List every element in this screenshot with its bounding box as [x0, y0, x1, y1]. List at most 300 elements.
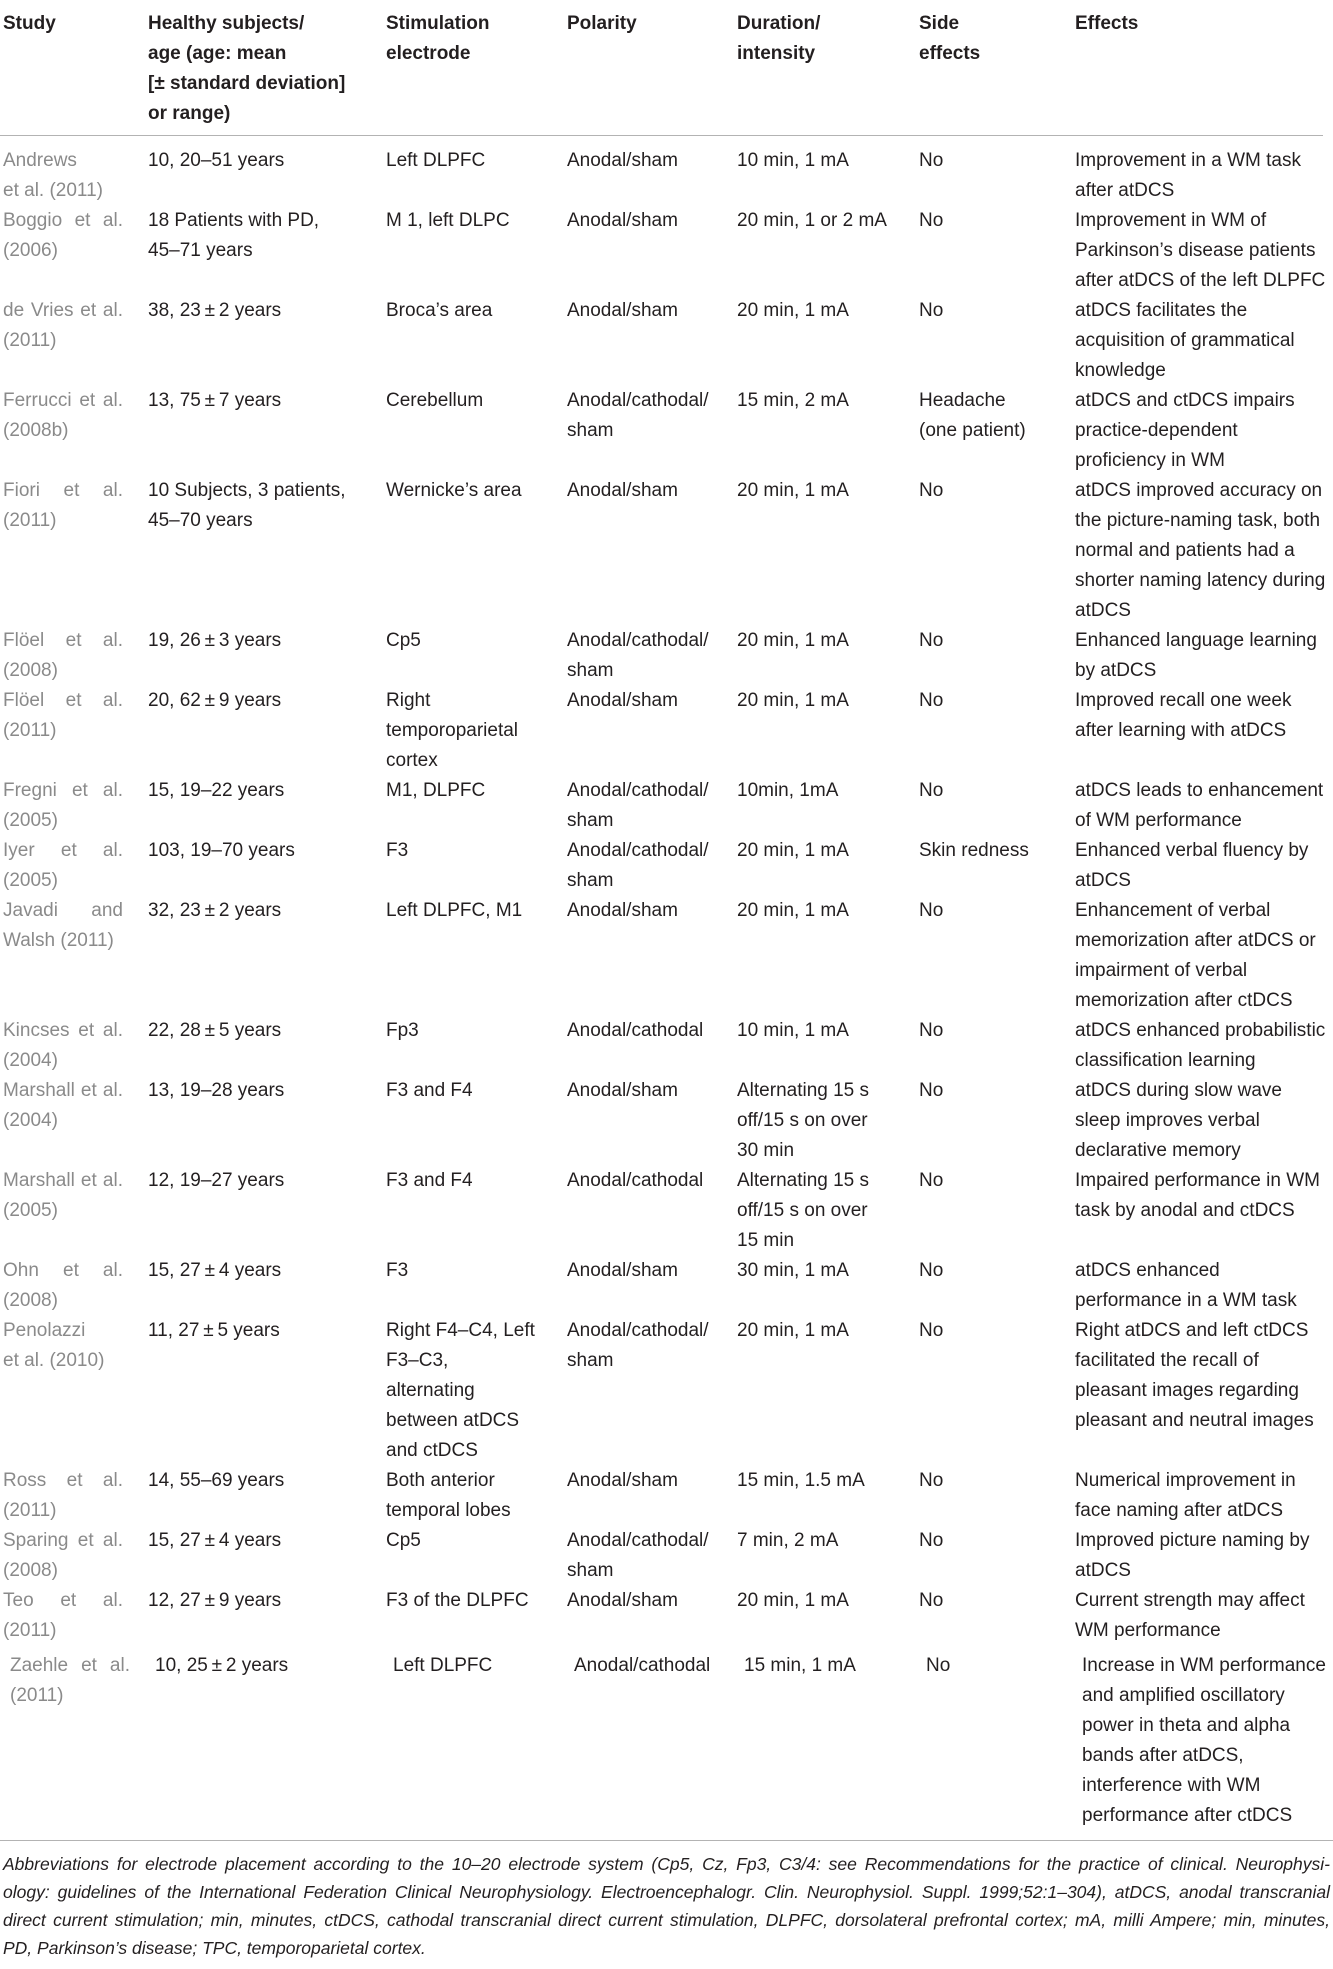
- cell-study: [3, 1466, 148, 1526]
- cell-line: 15, 27 ± 4 years: [148, 1530, 282, 1551]
- cell-line: No: [919, 1080, 944, 1101]
- cell-line: 10 Subjects, 3 patients,: [148, 480, 346, 501]
- cell-duration: [737, 476, 919, 506]
- cell-line: (2011): [3, 1620, 57, 1641]
- cell-line: No: [919, 1320, 944, 1341]
- cell-line: Anodal/sham: [567, 900, 678, 921]
- cell-polarity: [567, 686, 737, 716]
- cell-polarity: [567, 1526, 737, 1586]
- cell-line: F3–C3,: [386, 1350, 449, 1371]
- cell-polarity: [567, 896, 737, 926]
- cell-duration: [737, 776, 919, 806]
- table-row: [0, 1526, 1333, 1586]
- cell-line: of WM performance: [1075, 810, 1242, 831]
- cell-line: (2008): [3, 1560, 58, 1581]
- cell-line: Improved picture naming by: [1075, 1530, 1310, 1551]
- cell-line: Fiori et al.: [3, 480, 123, 501]
- header-side-effects: [919, 9, 1075, 69]
- cell-duration: [737, 686, 919, 716]
- table-row: [0, 1076, 1333, 1166]
- cell-electrode: [386, 1586, 567, 1616]
- header-line: Stimulation: [386, 13, 490, 34]
- cell-effects: [1075, 776, 1331, 836]
- cell-line: atDCS facilitates the: [1075, 300, 1248, 321]
- cell-line: performance after ctDCS: [1082, 1805, 1293, 1826]
- cell-line: No: [919, 1020, 944, 1041]
- cell-line: temporoparietal: [386, 720, 519, 741]
- cell-line: Marshall et al.: [3, 1080, 123, 1101]
- cell-study: [3, 686, 148, 746]
- header-subjects: [148, 9, 386, 129]
- cell-line: temporal lobes: [386, 1500, 511, 1521]
- cell-polarity: [567, 1166, 737, 1196]
- cell-polarity: [567, 1466, 737, 1496]
- cell-line: Anodal/sham: [567, 300, 678, 321]
- cell-electrode: [386, 836, 567, 866]
- cell-line: Boggio et al.: [3, 210, 123, 231]
- cell-line: Anodal/sham: [567, 690, 678, 711]
- cell-subjects: [148, 1586, 386, 1616]
- cell-line: (2011): [3, 720, 57, 741]
- header-line: Side: [919, 13, 960, 34]
- cell-line: Right F4–C4, Left: [386, 1320, 535, 1341]
- cell-line: 20 min, 1 mA: [737, 840, 849, 861]
- cell-line: Numerical improvement in: [1075, 1470, 1296, 1491]
- cell-electrode: [386, 206, 567, 236]
- cell-line: 20 min, 1 mA: [737, 1590, 849, 1611]
- cell-line: Left DLPFC: [386, 150, 486, 171]
- cell-line: Anodal/cathodal/: [567, 630, 709, 651]
- cell-line: atDCS enhanced: [1075, 1260, 1220, 1281]
- cell-duration: [737, 296, 919, 326]
- cell-line: Headache: [919, 390, 1006, 411]
- cell-line: Alternating 15 s: [737, 1170, 870, 1191]
- cell-line: Ohn et al.: [3, 1260, 123, 1281]
- cell-line: shorter naming latency during: [1075, 570, 1326, 591]
- cell-side-effects: [919, 1166, 1075, 1196]
- cell-line: task by anodal and ctDCS: [1075, 1200, 1295, 1221]
- cell-study: [3, 1076, 148, 1136]
- cell-line: M 1, left DLPC: [386, 210, 510, 231]
- header-line: effects: [919, 43, 981, 64]
- cell-line: (2006): [3, 240, 58, 261]
- cell-duration: [744, 1651, 926, 1681]
- cell-line: practice-dependent: [1075, 420, 1238, 441]
- cell-line: 19, 26 ± 3 years: [148, 630, 282, 651]
- cell-study: [3, 1166, 148, 1226]
- cell-line: Anodal/sham: [567, 1470, 678, 1491]
- cell-line: Parkinson’s disease patients: [1075, 240, 1316, 261]
- cell-line: 10, 20–51 years: [148, 150, 285, 171]
- cell-line: Anodal/sham: [567, 1590, 678, 1611]
- cell-line: Enhanced language learning: [1075, 630, 1317, 651]
- cell-line: No: [919, 480, 944, 501]
- cell-line: 45–70 years: [148, 510, 253, 531]
- cell-line: F3 and F4: [386, 1170, 473, 1191]
- cell-line: Increase in WM performance: [1082, 1655, 1326, 1676]
- cell-duration: [737, 836, 919, 866]
- cell-line: Skin redness: [919, 840, 1029, 861]
- cell-line: Anodal/cathodal: [567, 1020, 704, 1041]
- table-row: [0, 1466, 1333, 1526]
- cell-polarity: [567, 1586, 737, 1616]
- cell-line: atDCS: [1075, 870, 1131, 891]
- cell-effects: [1075, 386, 1331, 476]
- cell-line: No: [919, 210, 944, 231]
- header-line: Duration/: [737, 13, 821, 34]
- cell-line: Right: [386, 690, 431, 711]
- cell-duration: [737, 1316, 919, 1346]
- cell-effects: [1075, 1076, 1331, 1166]
- cell-line: Impaired performance in WM: [1075, 1170, 1320, 1191]
- cell-effects: [1082, 1651, 1332, 1831]
- table-row: [0, 146, 1333, 206]
- cell-study: [3, 1526, 148, 1586]
- cell-line: (2005): [3, 870, 58, 891]
- cell-line: No: [919, 900, 944, 921]
- cell-line: Anodal/sham: [567, 210, 678, 231]
- cell-line: 103, 19–70 years: [148, 840, 295, 861]
- cell-line: Ferrucci et al.: [3, 390, 123, 411]
- cell-polarity: [567, 296, 737, 326]
- cell-line: Penolazzi: [3, 1320, 86, 1341]
- cell-side-effects: [919, 776, 1075, 806]
- cell-line: 20, 62 ± 9 years: [148, 690, 282, 711]
- cell-line: Anodal/cathodal: [567, 1170, 704, 1191]
- cell-line: impairment of verbal: [1075, 960, 1248, 981]
- cell-line: bands after atDCS,: [1082, 1745, 1244, 1766]
- cell-side-effects: [919, 386, 1075, 446]
- cell-side-effects: [919, 476, 1075, 506]
- header-line: Effects: [1075, 13, 1139, 34]
- cell-line: No: [919, 630, 944, 651]
- table-footnote: [0, 1850, 1333, 1962]
- cell-line: Fregni et al.: [3, 780, 123, 801]
- cell-electrode: [386, 686, 567, 776]
- cell-line: atDCS and ctDCS impairs: [1075, 390, 1295, 411]
- cell-line: Anodal/sham: [567, 480, 678, 501]
- cell-line: Enhanced verbal fluency by: [1075, 840, 1309, 861]
- cell-line: interference with WM: [1082, 1775, 1261, 1796]
- cell-line: 10 min, 1 mA: [737, 1020, 849, 1041]
- cell-line: Anodal/cathodal/: [567, 1320, 709, 1341]
- cell-line: 14, 55–69 years: [148, 1470, 285, 1491]
- cell-duration: [737, 1526, 919, 1556]
- cell-line: No: [919, 1170, 944, 1191]
- cell-study: [3, 476, 148, 536]
- cell-line: after learning with atDCS: [1075, 720, 1287, 741]
- footnote-line: Abbreviations for electrode placement according to the 10–20 electrode system (Cp5, Cz, Fp3, C3/4: see Recommendations for the practice of clinical. Neurophysi-: [3, 1854, 1330, 1874]
- cell-polarity: [567, 1076, 737, 1106]
- table-row: [0, 1016, 1333, 1076]
- cell-line: F3 of the DLPFC: [386, 1590, 529, 1611]
- cell-line: facilitated the recall of: [1075, 1350, 1259, 1371]
- table-row: [0, 476, 1333, 626]
- cell-line: 7 min, 2 mA: [737, 1530, 839, 1551]
- cell-line: Teo et al.: [3, 1590, 123, 1611]
- cell-line: (2011): [3, 1500, 57, 1521]
- cell-line: Cp5: [386, 630, 421, 651]
- cell-line: sham: [567, 1350, 614, 1371]
- table-row: [0, 206, 1333, 296]
- table-row: [0, 296, 1333, 386]
- cell-line: 20 min, 1 mA: [737, 480, 849, 501]
- cell-line: (2004): [3, 1050, 58, 1071]
- cell-line: 30 min, 1 mA: [737, 1260, 849, 1281]
- cell-line: Flöel et al.: [3, 630, 123, 651]
- cell-line: acquisition of grammatical: [1075, 330, 1295, 351]
- cell-electrode: [386, 896, 567, 926]
- cell-line: and amplified oscillatory: [1082, 1685, 1285, 1706]
- cell-line: M1, DLPFC: [386, 780, 486, 801]
- cell-subjects: [148, 1316, 386, 1346]
- cell-line: de Vries et al.: [3, 300, 123, 321]
- cell-side-effects: [919, 1526, 1075, 1556]
- cell-duration: [737, 386, 919, 416]
- cell-line: No: [919, 1260, 944, 1281]
- cell-line: 38, 23 ± 2 years: [148, 300, 282, 321]
- table-row: [0, 776, 1333, 836]
- cell-electrode: [386, 1466, 567, 1526]
- cell-electrode: [393, 1651, 574, 1681]
- cell-line: (2011): [3, 510, 57, 531]
- cell-line: (2008): [3, 1290, 58, 1311]
- cell-effects: [1075, 626, 1331, 686]
- cell-line: No: [919, 300, 944, 321]
- cell-side-effects: [926, 1651, 1082, 1681]
- cell-line: proficiency in WM: [1075, 450, 1225, 471]
- cell-study: [3, 626, 148, 686]
- cell-line: No: [919, 690, 944, 711]
- cell-study: [10, 1651, 155, 1711]
- cell-side-effects: [919, 626, 1075, 656]
- cell-line: Iyer et al.: [3, 840, 123, 861]
- header-line: Study: [3, 13, 56, 34]
- cell-electrode: [386, 776, 567, 806]
- cell-line: Javadi and: [3, 900, 123, 921]
- cell-line: 20 min, 1 mA: [737, 300, 849, 321]
- cell-subjects: [148, 686, 386, 716]
- cell-duration: [737, 1466, 919, 1496]
- footnote-line: direct current stimulation; min, minutes, ctDCS, cathodal transcranial direct current stimulation, DLPFC, dorsolateral prefrontal cortex; mA, milli Ampere; min, minutes,: [3, 1910, 1330, 1930]
- cell-line: Anodal/sham: [567, 1260, 678, 1281]
- cell-line: No: [926, 1655, 951, 1676]
- cell-line: Sparing et al.: [3, 1530, 123, 1551]
- cell-line: Current strength may affect: [1075, 1590, 1305, 1611]
- cell-line: the picture-naming task, both: [1075, 510, 1321, 531]
- cell-line: classification learning: [1075, 1050, 1256, 1071]
- cell-electrode: [386, 476, 567, 506]
- cell-effects: [1075, 476, 1331, 626]
- cell-line: No: [919, 150, 944, 171]
- cell-line: Anodal/cathodal/: [567, 390, 709, 411]
- cell-side-effects: [919, 896, 1075, 926]
- cell-electrode: [386, 1166, 567, 1196]
- cell-line: 15 min, 2 mA: [737, 390, 849, 411]
- cell-line: Ross et al.: [3, 1470, 123, 1491]
- cell-subjects: [148, 836, 386, 866]
- cell-line: Improved recall one week: [1075, 690, 1292, 711]
- cell-line: memorization after atDCS or: [1075, 930, 1316, 951]
- cell-polarity: [567, 1016, 737, 1046]
- cell-side-effects: [919, 836, 1075, 866]
- table-row: [0, 626, 1333, 686]
- cell-effects: [1075, 1586, 1331, 1646]
- cell-line: power in theta and alpha: [1082, 1715, 1291, 1736]
- table-row: [0, 896, 1333, 1016]
- cell-line: Anodal/sham: [567, 1080, 678, 1101]
- header-duration: [737, 9, 919, 69]
- table-row: [0, 1166, 1333, 1256]
- cell-line: Kincses et al.: [3, 1020, 123, 1041]
- cell-line: after atDCS of the left DLPFC: [1075, 270, 1326, 291]
- cell-duration: [737, 1076, 919, 1166]
- cell-line: atDCS: [1075, 1560, 1131, 1581]
- cell-subjects: [148, 1016, 386, 1046]
- cell-electrode: [386, 386, 567, 416]
- cell-line: 32, 23 ± 2 years: [148, 900, 282, 921]
- cell-study: [3, 776, 148, 836]
- cell-line: 30 min: [737, 1140, 795, 1161]
- cell-effects: [1075, 206, 1331, 296]
- cell-duration: [737, 1256, 919, 1286]
- cell-study: [3, 296, 148, 356]
- cell-line: after atDCS: [1075, 180, 1175, 201]
- cell-study: [3, 146, 148, 206]
- header-line: Polarity: [567, 13, 637, 34]
- cell-line: 12, 19–27 years: [148, 1170, 285, 1191]
- cell-subjects: [148, 206, 386, 266]
- header-study: [3, 9, 148, 39]
- cell-line: (2008b): [3, 420, 69, 441]
- table-row: [0, 836, 1333, 896]
- cell-line: Andrews: [3, 150, 77, 171]
- cell-line: (2005): [3, 810, 58, 831]
- cell-side-effects: [919, 686, 1075, 716]
- cell-duration: [737, 1016, 919, 1046]
- header-electrode: [386, 9, 567, 69]
- cell-effects: [1075, 1526, 1331, 1586]
- cell-line: Zaehle et al.: [10, 1655, 130, 1676]
- cell-line: off/15 s on over: [737, 1110, 868, 1131]
- cell-line: by atDCS: [1075, 660, 1157, 681]
- cell-line: atDCS leads to enhancement: [1075, 780, 1324, 801]
- cell-study: [3, 386, 148, 446]
- cell-line: Wernicke’s area: [386, 480, 522, 501]
- table-row: [0, 386, 1333, 476]
- cell-electrode: [386, 1256, 567, 1286]
- cell-side-effects: [919, 296, 1075, 326]
- cell-line: F3: [386, 1260, 409, 1281]
- table-header-row: [0, 0, 1333, 135]
- cell-duration: [737, 146, 919, 176]
- cell-line: 12, 27 ± 9 years: [148, 1590, 282, 1611]
- header-line: Healthy subjects/: [148, 13, 305, 34]
- cell-line: Alternating 15 s: [737, 1080, 870, 1101]
- footnote-line: ology: guidelines of the International Federation Clinical Neurophysiology. Electroencephalogr. Clin. Neurophysiol. Suppl. 1999;52:1–304), atDCS, anodal transcranial: [3, 1882, 1330, 1902]
- cell-line: No: [919, 1470, 944, 1491]
- cell-line: et al. (2010): [3, 1350, 105, 1371]
- cell-line: Cerebellum: [386, 390, 484, 411]
- cell-line: et al. (2011): [3, 180, 103, 201]
- cell-line: alternating: [386, 1380, 475, 1401]
- cell-polarity: [567, 836, 737, 896]
- header-rule: [0, 135, 1323, 136]
- cell-effects: [1075, 1016, 1331, 1076]
- cell-side-effects: [919, 206, 1075, 236]
- cell-line: sham: [567, 660, 614, 681]
- cell-study: [3, 206, 148, 266]
- cell-line: 15 min: [737, 1230, 795, 1251]
- cell-line: Both anterior: [386, 1470, 495, 1491]
- cell-line: 20 min, 1 mA: [737, 690, 849, 711]
- cell-line: No: [919, 780, 944, 801]
- cell-effects: [1075, 1256, 1331, 1316]
- cell-line: 45–71 years: [148, 240, 253, 261]
- cell-line: 10min, 1mA: [737, 780, 839, 801]
- header-polarity: [567, 9, 737, 39]
- cell-line: 20 min, 1 or 2 mA: [737, 210, 887, 231]
- cell-duration: [737, 206, 919, 236]
- cell-subjects: [148, 1526, 386, 1556]
- cell-duration: [737, 1586, 919, 1616]
- cell-subjects: [148, 896, 386, 926]
- header-line: intensity: [737, 43, 816, 64]
- header-line: age (age: mean: [148, 43, 287, 64]
- cell-polarity: [567, 206, 737, 236]
- cell-line: knowledge: [1075, 360, 1166, 381]
- cell-line: Anodal/cathodal: [574, 1655, 711, 1676]
- header-line: [± standard deviation]: [148, 73, 346, 94]
- cell-line: Flöel et al.: [3, 690, 123, 711]
- header-effects: [1075, 9, 1331, 39]
- table-row: [0, 1586, 1333, 1646]
- cell-line: atDCS: [1075, 600, 1131, 621]
- table-row: [0, 686, 1333, 776]
- cell-line: (2011): [3, 330, 57, 351]
- cell-study: [3, 1256, 148, 1316]
- header-line: or range): [148, 103, 231, 124]
- cell-polarity: [567, 776, 737, 836]
- cell-line: 20 min, 1 mA: [737, 1320, 849, 1341]
- cell-line: F3 and F4: [386, 1080, 473, 1101]
- table-body: [0, 146, 1333, 1831]
- cell-line: (2008): [3, 660, 58, 681]
- cell-electrode: [386, 1016, 567, 1046]
- cell-line: Fp3: [386, 1020, 419, 1041]
- cell-subjects: [148, 776, 386, 806]
- cell-line: atDCS improved accuracy on: [1075, 480, 1323, 501]
- cell-line: Improvement in WM of: [1075, 210, 1267, 231]
- cell-line: 22, 28 ± 5 years: [148, 1020, 282, 1041]
- cell-polarity: [567, 1256, 737, 1286]
- cell-line: cortex: [386, 750, 438, 771]
- cell-effects: [1075, 1316, 1331, 1436]
- cell-study: [3, 1586, 148, 1646]
- cell-line: Broca’s area: [386, 300, 493, 321]
- cell-duration: [737, 1166, 919, 1256]
- cell-study: [3, 896, 148, 956]
- cell-line: 11, 27 ± 5 years: [148, 1320, 280, 1341]
- cell-electrode: [386, 1076, 567, 1106]
- cell-effects: [1075, 146, 1331, 206]
- cell-line: sham: [567, 1560, 614, 1581]
- cell-line: Right atDCS and left ctDCS: [1075, 1320, 1309, 1341]
- cell-line: and ctDCS: [386, 1440, 478, 1461]
- cell-line: Anodal/cathodal/: [567, 1530, 709, 1551]
- cell-subjects: [148, 476, 386, 536]
- cell-subjects: [148, 626, 386, 656]
